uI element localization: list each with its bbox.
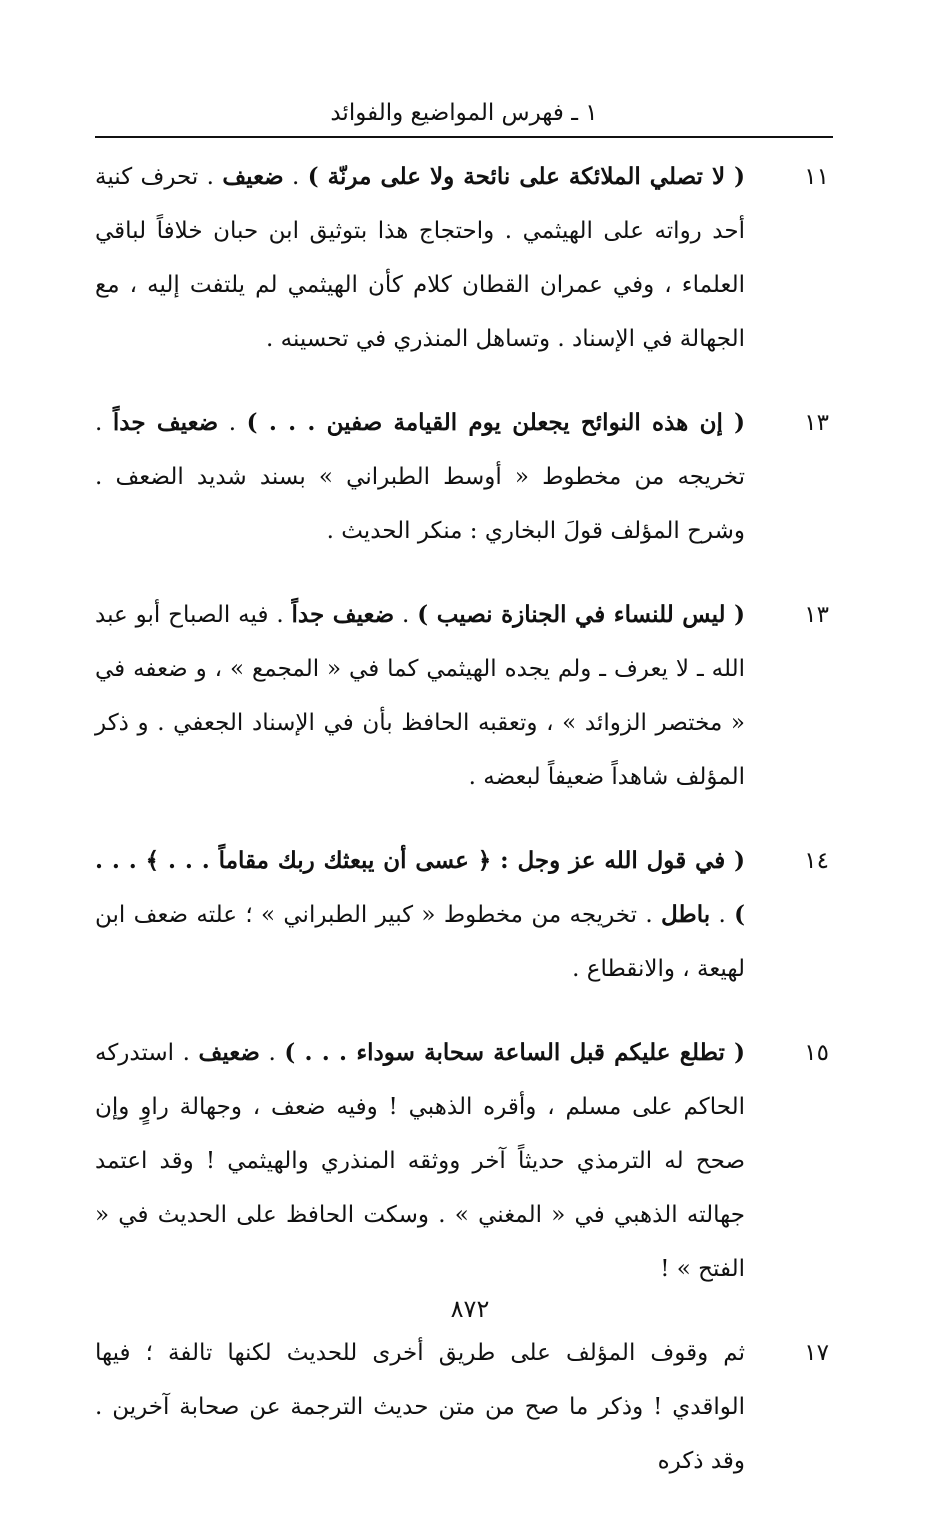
index-entry [95, 834, 833, 996]
separator: . [259, 1040, 285, 1066]
hadith-grade: ضعيف جداً [291, 601, 395, 628]
hadith-text: ( إن هذه النوائح يجعلن يوم القيامة صفين . . . ) [246, 409, 746, 436]
entry-commentary: . تخريجه من مخطوط « كبير الطبراني » ؛ علته ضعف ابن لهيعة ، والانقطاع . [95, 902, 745, 982]
entry-text [95, 588, 745, 804]
hadith-text: ( لا تصلي الملائكة على نائحة ولا على مرنّة ) [307, 163, 746, 190]
entry-commentary: . استدركه الحاكم على مسلم ، وأقره الذهبي ! وفيه ضعف ، وجهالة راوٍ وإن صحح له الترمذي حديثاً آخر ووثقه المنذري والهيثمي ! وقد اعتمد جهالته الذهبي في « المغني » . وسكت الحافظ على الحديث في « الفتح » ! [95, 1040, 745, 1282]
header-rule [95, 136, 833, 138]
entry-page-number: ١٧ [804, 1340, 829, 1366]
index-entry [95, 1026, 833, 1296]
hadith-grade: ضعيف [222, 163, 284, 190]
hadith-text: ( ليس للنساء في الجنازة نصيب ) [417, 601, 746, 628]
entry-commentary: ثم وقوف المؤلف على طريق أخرى للحديث لكنها تالفة ؛ فيها الواقدي ! وذكر ما صح من متن حديث الترجمة عن صحابة آخرين . وقد ذكره [95, 1340, 745, 1474]
entry-page-number: ١٣ [804, 602, 829, 628]
entry-page-number: ١١ [804, 164, 829, 190]
entry-text [95, 396, 745, 558]
running-header: ١ ـ فهرس المواضيع والفوائد [330, 100, 598, 126]
entry-text [95, 1026, 745, 1296]
hadith-grade: ضعيف جداً [112, 409, 219, 436]
hadith-grade: ضعيف [198, 1039, 260, 1066]
entry-commentary: . تخريجه من مخطوط « أوسط الطبراني » بسند شديد الضعف . وشرح المؤلف قولَ البخاري : منكر الحديث . [95, 410, 745, 544]
hadith-text: ( في قول الله عز وجل : ﴿ عسى أن يبعثك ربك مقاماً . . . ﴾ . . . ) [95, 847, 745, 928]
separator: . [394, 602, 418, 628]
entry-text [95, 834, 745, 996]
separator: . [283, 164, 308, 190]
page-number: ٨٧٢ [450, 1295, 490, 1323]
index-entry [95, 1326, 833, 1488]
separator: . [710, 902, 735, 928]
separator: . [218, 410, 247, 436]
hadith-grade: باطل [660, 901, 711, 928]
entry-text [95, 1326, 745, 1488]
entry-commentary: . تحرف كنية أحد رواته على الهيثمي . واحتجاج هذا بتوثيق ابن حبان خلافاً لباقي العلماء ، وفي عمران القطان كلام كأن الهيثمي لم يلتفت إليه ، مع الجهالة في الإسناد . وتساهل المنذري في تحسينه . [95, 164, 745, 352]
index-entry [95, 588, 833, 804]
entry-page-number: ١٤ [804, 848, 829, 874]
index-entry [95, 150, 833, 366]
entry-commentary: . فيه الصباح أبو عبد الله ـ لا يعرف ـ ولم يجده الهيثمي كما في « المجمع » ، و ضعفه في « مختصر الزوائد » ، وتعقبه الحافظ بأن في الإسناد الجعفي . و ذكر المؤلف شاهداً ضعيفاً لبعضه . [95, 602, 745, 790]
entry-text [95, 150, 745, 366]
entry-page-number: ١٥ [804, 1040, 829, 1066]
entry-page-number: ١٣ [804, 410, 829, 436]
index-entry [95, 396, 833, 558]
hadith-text: ( تطلع عليكم قبل الساعة سحابة سوداء . . . ) [284, 1039, 745, 1066]
